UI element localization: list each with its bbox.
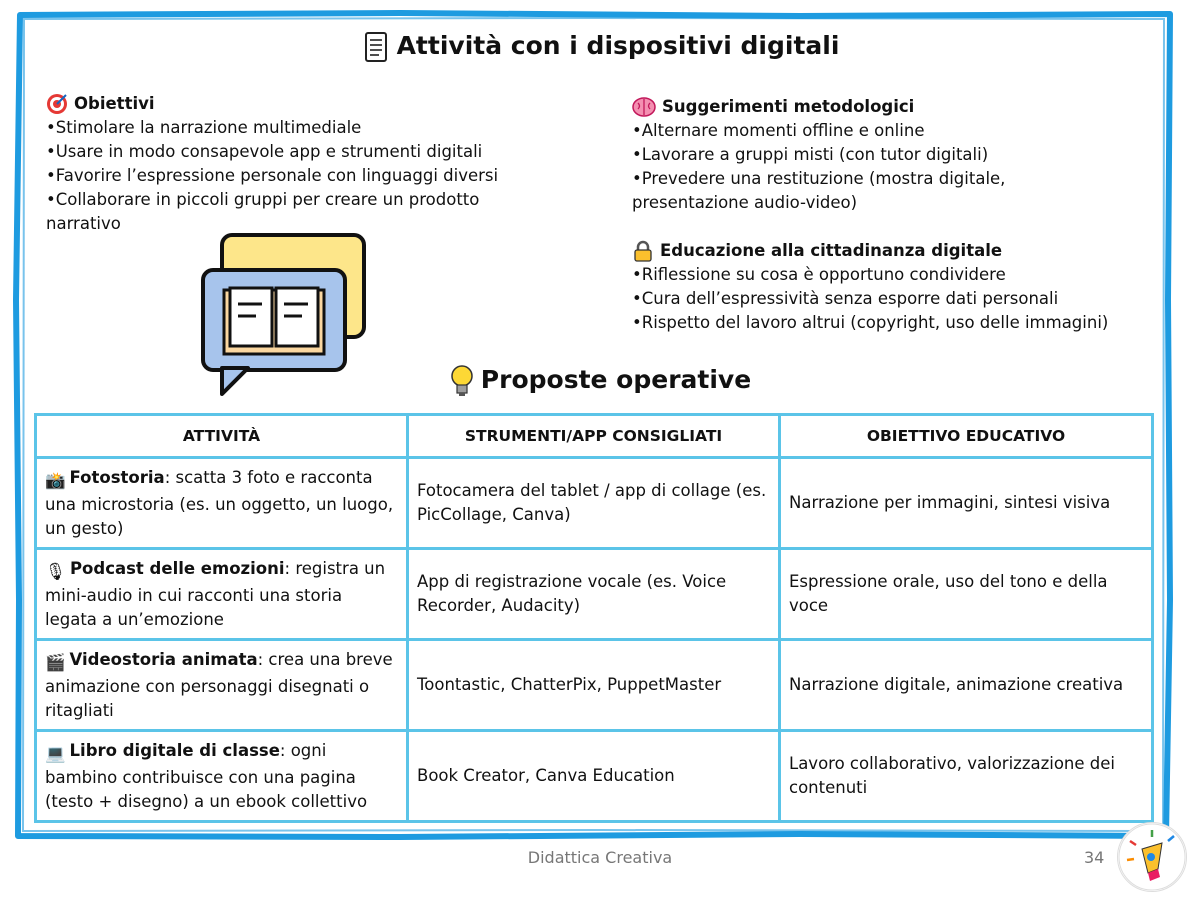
activity-desc: : ogni bambino contribuisce con una pagina (testo + disegno) a un ebook collettivo <box>45 740 368 811</box>
lock-icon <box>632 240 654 262</box>
table-row <box>36 458 1153 549</box>
objective-item: •Favorire l’espressione personale con linguaggi diversi <box>46 166 499 185</box>
objective-item: •Collaborare in piccoli gruppi per creare un prodotto narrativo <box>46 190 480 233</box>
citizenship-item: •Rispetto del lavoro altrui (copyright, uso delle immagini) <box>632 313 1109 332</box>
target-icon <box>46 93 68 115</box>
table-row <box>36 731 1153 822</box>
scroll-icon <box>361 30 391 64</box>
goal-cell: Espressione orale, uso del tono e della voce <box>780 549 1153 640</box>
goal-cell: Narrazione digitale, animazione creativa <box>780 640 1153 731</box>
activity-name: Videostoria animata <box>69 649 258 669</box>
goal-cell: Narrazione per immagini, sintesi visiva <box>780 458 1153 549</box>
citizenship-item: •Cura dell’espressività senza esporre dati personali <box>632 289 1059 308</box>
citizenship-heading-text: Educazione alla cittadinanza digitale <box>660 241 1003 260</box>
activity-name: Podcast delle emozioni <box>69 558 285 578</box>
tools-cell: Fotocamera del tablet / app di collage (es. PicCollage, Canva) <box>408 458 780 549</box>
activity-cell <box>36 731 408 822</box>
footer-text: Didattica Creativa <box>527 848 673 867</box>
objectives-block <box>46 92 546 236</box>
methods-block <box>632 95 1112 215</box>
tools-cell: Book Creator, Canva Education <box>408 731 780 822</box>
citizenship-block <box>632 239 1142 335</box>
activity-name: Libro digitale di classe <box>69 740 280 760</box>
tools-cell: Toontastic, ChatterPix, PuppetMaster <box>408 640 780 731</box>
method-item: •Lavorare a gruppi misti (con tutor digitali) <box>632 145 989 164</box>
page-number: 34 <box>1084 848 1105 867</box>
page-title <box>0 30 1200 64</box>
activity-cell <box>36 458 408 549</box>
table-row <box>36 640 1153 731</box>
camera-icon: 📸 <box>45 470 66 490</box>
column-header: ATTIVITÀ <box>36 415 408 458</box>
activity-cell <box>36 549 408 640</box>
objective-item: •Stimolare la narrazione multimediale <box>46 118 362 137</box>
lightbulb-icon <box>449 364 475 398</box>
activity-desc: : registra un mini-audio in cui racconti una storia legata a un’emozione <box>45 558 386 629</box>
column-header: STRUMENTI/APP CONSIGLIATI <box>408 415 780 458</box>
proposals-title <box>0 364 1200 398</box>
goal-cell: Lavoro collaborativo, valorizzazione dei contenuti <box>780 731 1153 822</box>
methods-heading <box>632 95 1112 119</box>
brand-logo <box>1117 822 1187 892</box>
citizenship-item: •Riflessione su cosa è opportuno condividere <box>632 265 1006 284</box>
proposals-title-text: Proposte operative <box>480 365 752 394</box>
tools-cell: App di registrazione vocale (es. Voice Recorder, Audacity) <box>408 549 780 640</box>
activity-desc: : crea una breve animazione con personaggi disegnati o ritagliati <box>45 649 393 720</box>
clapperboard-icon: 🎬 <box>45 652 66 672</box>
method-item: •Prevedere una restituzione (mostra digitale, presentazione audio-video) <box>632 169 1006 212</box>
brain-icon <box>632 97 656 117</box>
table-header-row <box>36 415 1153 458</box>
method-item: •Alternare momenti offline e online <box>632 121 925 140</box>
objectives-heading-text: Obiettivi <box>74 94 155 113</box>
proposals-table <box>34 413 1154 823</box>
microphone-icon: 🎙 <box>45 561 66 581</box>
objective-item: •Usare in modo consapevole app e strumenti digitali <box>46 142 483 161</box>
column-header: OBIETTIVO EDUCATIVO <box>780 415 1153 458</box>
table-row <box>36 549 1153 640</box>
activity-desc: : scatta 3 foto e racconta una microstoria (es. un oggetto, un luogo, un gesto) <box>45 467 394 538</box>
laptop-icon: 💻 <box>45 743 66 763</box>
activity-name: Fotostoria <box>69 467 165 487</box>
page-title-text: Attività con i dispositivi digitali <box>396 31 840 60</box>
citizenship-heading <box>632 239 1142 263</box>
methods-heading-text: Suggerimenti metodologici <box>662 97 915 116</box>
activity-cell <box>36 640 408 731</box>
objectives-heading <box>46 92 546 116</box>
